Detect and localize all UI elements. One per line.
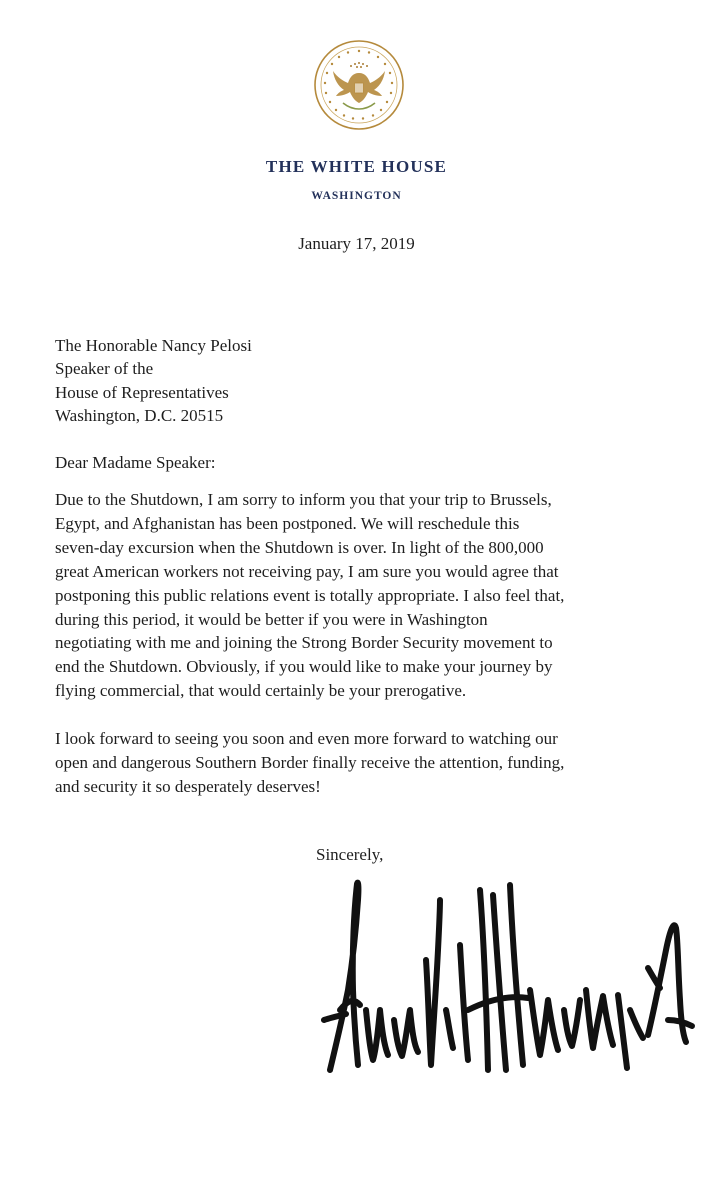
body-line: Egypt, and Afghanistan has been postponed. We will reschedule this (55, 513, 520, 533)
body-line: open and dangerous Southern Border finally receive the attention, funding, (55, 752, 565, 772)
body-line: Due to the Shutdown, I am sorry to inform you that your trip to Brussels, (55, 490, 552, 509)
body-line: negotiating with me and joining the Strong Border Security movement to (55, 633, 553, 653)
body-line: and security it so desperately deserves! (55, 776, 321, 796)
body-paragraph-2 (55, 727, 564, 799)
recipient-line: Washington, D.C. 20515 (55, 406, 224, 426)
presidential-seal-icon (313, 39, 405, 131)
handwritten-signature-icon (318, 870, 703, 1085)
body-line: seven-day excursion when the Shutdown is over. In light of the 800,000 (55, 537, 544, 557)
body-line: I look forward to seeing you soon and even more forward to watching our (55, 729, 558, 748)
body-line: during this period, it would be better if you were in Washington (55, 609, 488, 629)
closing: Sincerely, (316, 845, 384, 864)
body-line: postponing this public relations event is totally appropriate. I also feel that, (55, 585, 565, 605)
letterhead-subtitle: WASHINGTON (311, 190, 402, 202)
body-line: flying commercial, that would certainly be your prerogative. (55, 681, 467, 701)
recipient-address (55, 334, 252, 428)
recipient-line: The Honorable Nancy Pelosi (55, 336, 252, 355)
recipient-line: Speaker of the (55, 359, 154, 379)
letterhead-title: THE WHITE HOUSE (265, 157, 448, 176)
body-line: great American workers not receiving pay, I am sure you would agree that (55, 561, 559, 581)
body-paragraph-1 (55, 488, 564, 703)
letter-date: January 17, 2019 (298, 234, 415, 253)
body-line: end the Shutdown. Obviously, if you would like to make your journey by (55, 657, 553, 677)
recipient-line: House of Representatives (55, 382, 229, 402)
salutation: Dear Madame Speaker: (55, 453, 216, 472)
